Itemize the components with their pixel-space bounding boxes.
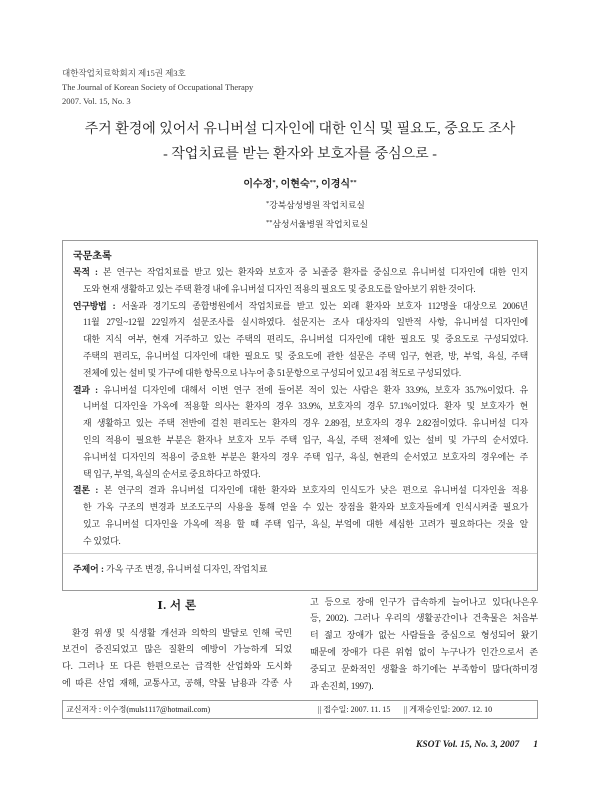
journal-name-en: The Journal of Korean Society of Occupational Therapy [62, 82, 254, 92]
abstract-section-2 [73, 298, 528, 382]
abstract-section-label: 결론 : [73, 485, 99, 496]
paper-title [0, 117, 600, 167]
body-line: 터 젊고 장애가 없는 사람들을 중심으로 형성되어 왔기 [310, 630, 538, 641]
title-main: 주거 환경에 있어서 유니버설 디자인에 대한 인식 및 필요도, 중요도 조사 [84, 122, 516, 137]
journal-name-ko: 대한작업치료학회지 제15권 제3호 [62, 68, 186, 78]
affiliation-mark: * [266, 200, 270, 207]
body-line: 에 따른 산업 재해, 교통사고, 공해, 약물 남용과 각종 사 [62, 677, 292, 688]
abstract-line-text: 재 생활하고 있는 주택 전반에 걸친 편리도는 환자의 경우 2.89점, 보호자의 경우 2.82점이었다. 유니버설 디자 [83, 418, 528, 429]
abstract-line-text: 주택의 편리도, 유니버설 디자인에 대한 필요도 및 중요도에 관한 설문은 주택 입구, 현관, 방, 부엌, 욕실, 주택 [83, 350, 528, 361]
author-name: 이현숙 [280, 179, 310, 190]
abstract-line-text: 본 연구의 결과 유니버설 디자인에 대한 환자와 보호자의 인식도가 낮은 편으로 유니버설 디자인을 적용 [103, 485, 528, 496]
abstract-line [73, 482, 528, 499]
abstract-line [73, 449, 528, 466]
abstract-line [73, 331, 528, 348]
abstract-line [73, 415, 528, 432]
abstract-section-label: 결과 : [73, 384, 98, 395]
abstract-line-text: 택 입구, 부엌, 욕실의 순서로 중요하다고 하였다. [83, 468, 261, 479]
abstract-line [73, 398, 528, 415]
abstract-section-4 [73, 482, 528, 549]
abstract-line-text: 수 있었다. [83, 535, 121, 546]
keywords [73, 561, 528, 577]
abstract-line [73, 314, 528, 331]
abstract-line-text: 대한 지식 여부, 현재 거주하고 있는 주택의 편리도, 유니버설 디자인에 대한 필요도 및 중요도로 구성되었다. [83, 334, 528, 345]
abstract-line-text: 유니버설 디자인의 적용이 중요한 부분은 환자의 경우 주택 입구, 욕실, 현관의 순서였고 보호자의 경우에는 주 [83, 451, 529, 462]
abstract-line [73, 466, 528, 483]
abstract-line-text: 도와 현재 생활하고 있는 주택 환경 내에 유니버설 디자인 적용의 필요도 및 중요도를 알아보기 위한 것이다. [83, 283, 476, 294]
abstract-line-text: 니버설 디자인을 가옥에 적용할 의사는 환자의 경우 33.9%, 보호자의 경우 57.1%이었다. 환자 및 보호자가 현 [83, 401, 528, 412]
accepted-date: || 게재승인일: 2007. 12. 10 [404, 705, 493, 714]
abstract-divider [63, 553, 537, 554]
abstract-line [73, 264, 528, 281]
journal-issue: 2007. Vol. 15, No. 3 [62, 96, 131, 106]
abstract-line [73, 533, 528, 550]
body-line: 때문에 장애가 다른 위험 없이 누구나가 인간으로서 존 [310, 646, 538, 657]
author-name: 이수정 [243, 179, 273, 190]
abstract-body [73, 264, 528, 550]
body-line: 다. 그러나 또 다른 한편으로는 급격한 산업화와 도시화 [62, 661, 292, 672]
body-line: 고 등으로 장애 인구가 급속하게 늘어나고 있다(나은우 [310, 596, 538, 607]
abstract-section-label: 연구방법 : [73, 300, 116, 311]
abstract-line-text: 유니버설 디자인에 대해서 이번 연구 전에 들어본 적이 있는 사람은 환자 33.9%, 보호자 35.7%이었다. 유 [103, 384, 528, 395]
abstract-line [73, 348, 528, 365]
abstract-heading: 국문초록 [73, 251, 112, 262]
author-mark: * [272, 179, 276, 186]
affiliation [266, 215, 368, 234]
abstract-line [73, 281, 528, 298]
body-column-right [310, 594, 538, 695]
author-name: 이경식 [321, 179, 351, 190]
author-mark: ** [350, 179, 357, 186]
abstract-line-text: 한 가옥 구조의 변경과 보조도구의 사용을 통해 얻을 수 있는 장점을 환자와 보호자들에게 인식시켜줄 필요가 [83, 502, 528, 513]
abstract-section-1 [73, 264, 528, 298]
author-separator: , [316, 179, 322, 190]
affiliation-list [266, 196, 368, 234]
keywords-text: 가옥 구조 변경, 유니버설 디자인, 작업치료 [106, 564, 268, 574]
corresponding-author: 교신저자 : 이수정(muls1117@hotmail.com) [66, 705, 211, 714]
author-mark: ** [309, 179, 317, 186]
abstract-line [73, 365, 528, 382]
abstract-line [73, 298, 528, 315]
body-line: 등, 2002). 그러나 우리의 생활공간이나 건축물은 처음부 [310, 613, 538, 624]
body-line: 과 손진희, 1997). [310, 680, 374, 691]
abstract-line-text: 있고 유니버설 디자인을 가옥에 적용 할 때 주택 입구, 욕실, 부엌에 대한 세심한 고려가 필요하다는 것을 알 [83, 518, 528, 529]
author-separator: , [275, 179, 281, 190]
running-footer [416, 738, 538, 752]
body-line: 환경 위생 및 식생활 개선과 의학의 발달로 인해 국민 [72, 627, 292, 638]
author-list [0, 178, 600, 192]
body-column-left [62, 625, 292, 692]
abstract-line-text: 11월 27일~12월 22일까지 설문조사를 실시하였다. 설문지는 조사 대상자의 일반적 사항, 유니버설 디자인에 [83, 317, 528, 328]
abstract-section-label: 목적 : [73, 267, 98, 277]
correspondence-box [62, 700, 538, 719]
abstract-line-text: 인의 적용이 필요한 부분은 환자나 보호자 모두 주택 입구, 욕실, 주택 전체에 있는 설비 및 가구의 순서였다. [83, 434, 528, 445]
affiliation-name: 삼성서울병원 작업치료실 [272, 219, 369, 229]
abstract-line [73, 382, 528, 399]
abstract-line-text: 전체에 있는 설비 및 가구에 대한 항목으로 나누어 총 51문항으로 구성되어 있고 4점 척도로 구성되었다. [83, 367, 461, 378]
abstract-line-text: 서울과 경기도의 종합병원에서 작업치료를 받고 있는 외래 환자와 보호자 112명을 대상으로 2006년 [121, 300, 528, 311]
journal-header [62, 66, 253, 108]
section-heading-introduction: Ⅰ. 서 론 [157, 600, 197, 612]
abstract-box [62, 240, 538, 591]
page-number: 1 [533, 740, 538, 750]
received-date: || 접수일: 2007. 11. 15 [318, 705, 391, 714]
body-line: 중되고 문화적인 생활을 하기에는 부족함이 많다(하미경 [310, 663, 538, 674]
abstract-line-text: 본 연구는 작업치료를 받고 있는 환자와 보호자 중 뇌졸중 환자를 중심으로 유니버설 디자인에 대한 인지 [103, 267, 528, 277]
title-subtitle: - 작업치료를 받는 환자와 보호자를 중심으로 - [163, 147, 437, 162]
body-line: 보건이 증진되었고 많은 질환의 예방이 가능하게 되었 [62, 644, 292, 655]
keywords-label: 주제어 : [73, 564, 104, 574]
running-footer-text: KSOT Vol. 15, No. 3, 2007 [416, 740, 520, 750]
abstract-line [73, 499, 528, 516]
abstract-section-3 [73, 382, 528, 483]
abstract-line [73, 516, 528, 533]
affiliation-mark: ** [266, 219, 273, 226]
abstract-line [73, 432, 528, 449]
affiliation-name: 강북삼성병원 작업치료실 [269, 200, 365, 210]
affiliation [266, 196, 368, 215]
